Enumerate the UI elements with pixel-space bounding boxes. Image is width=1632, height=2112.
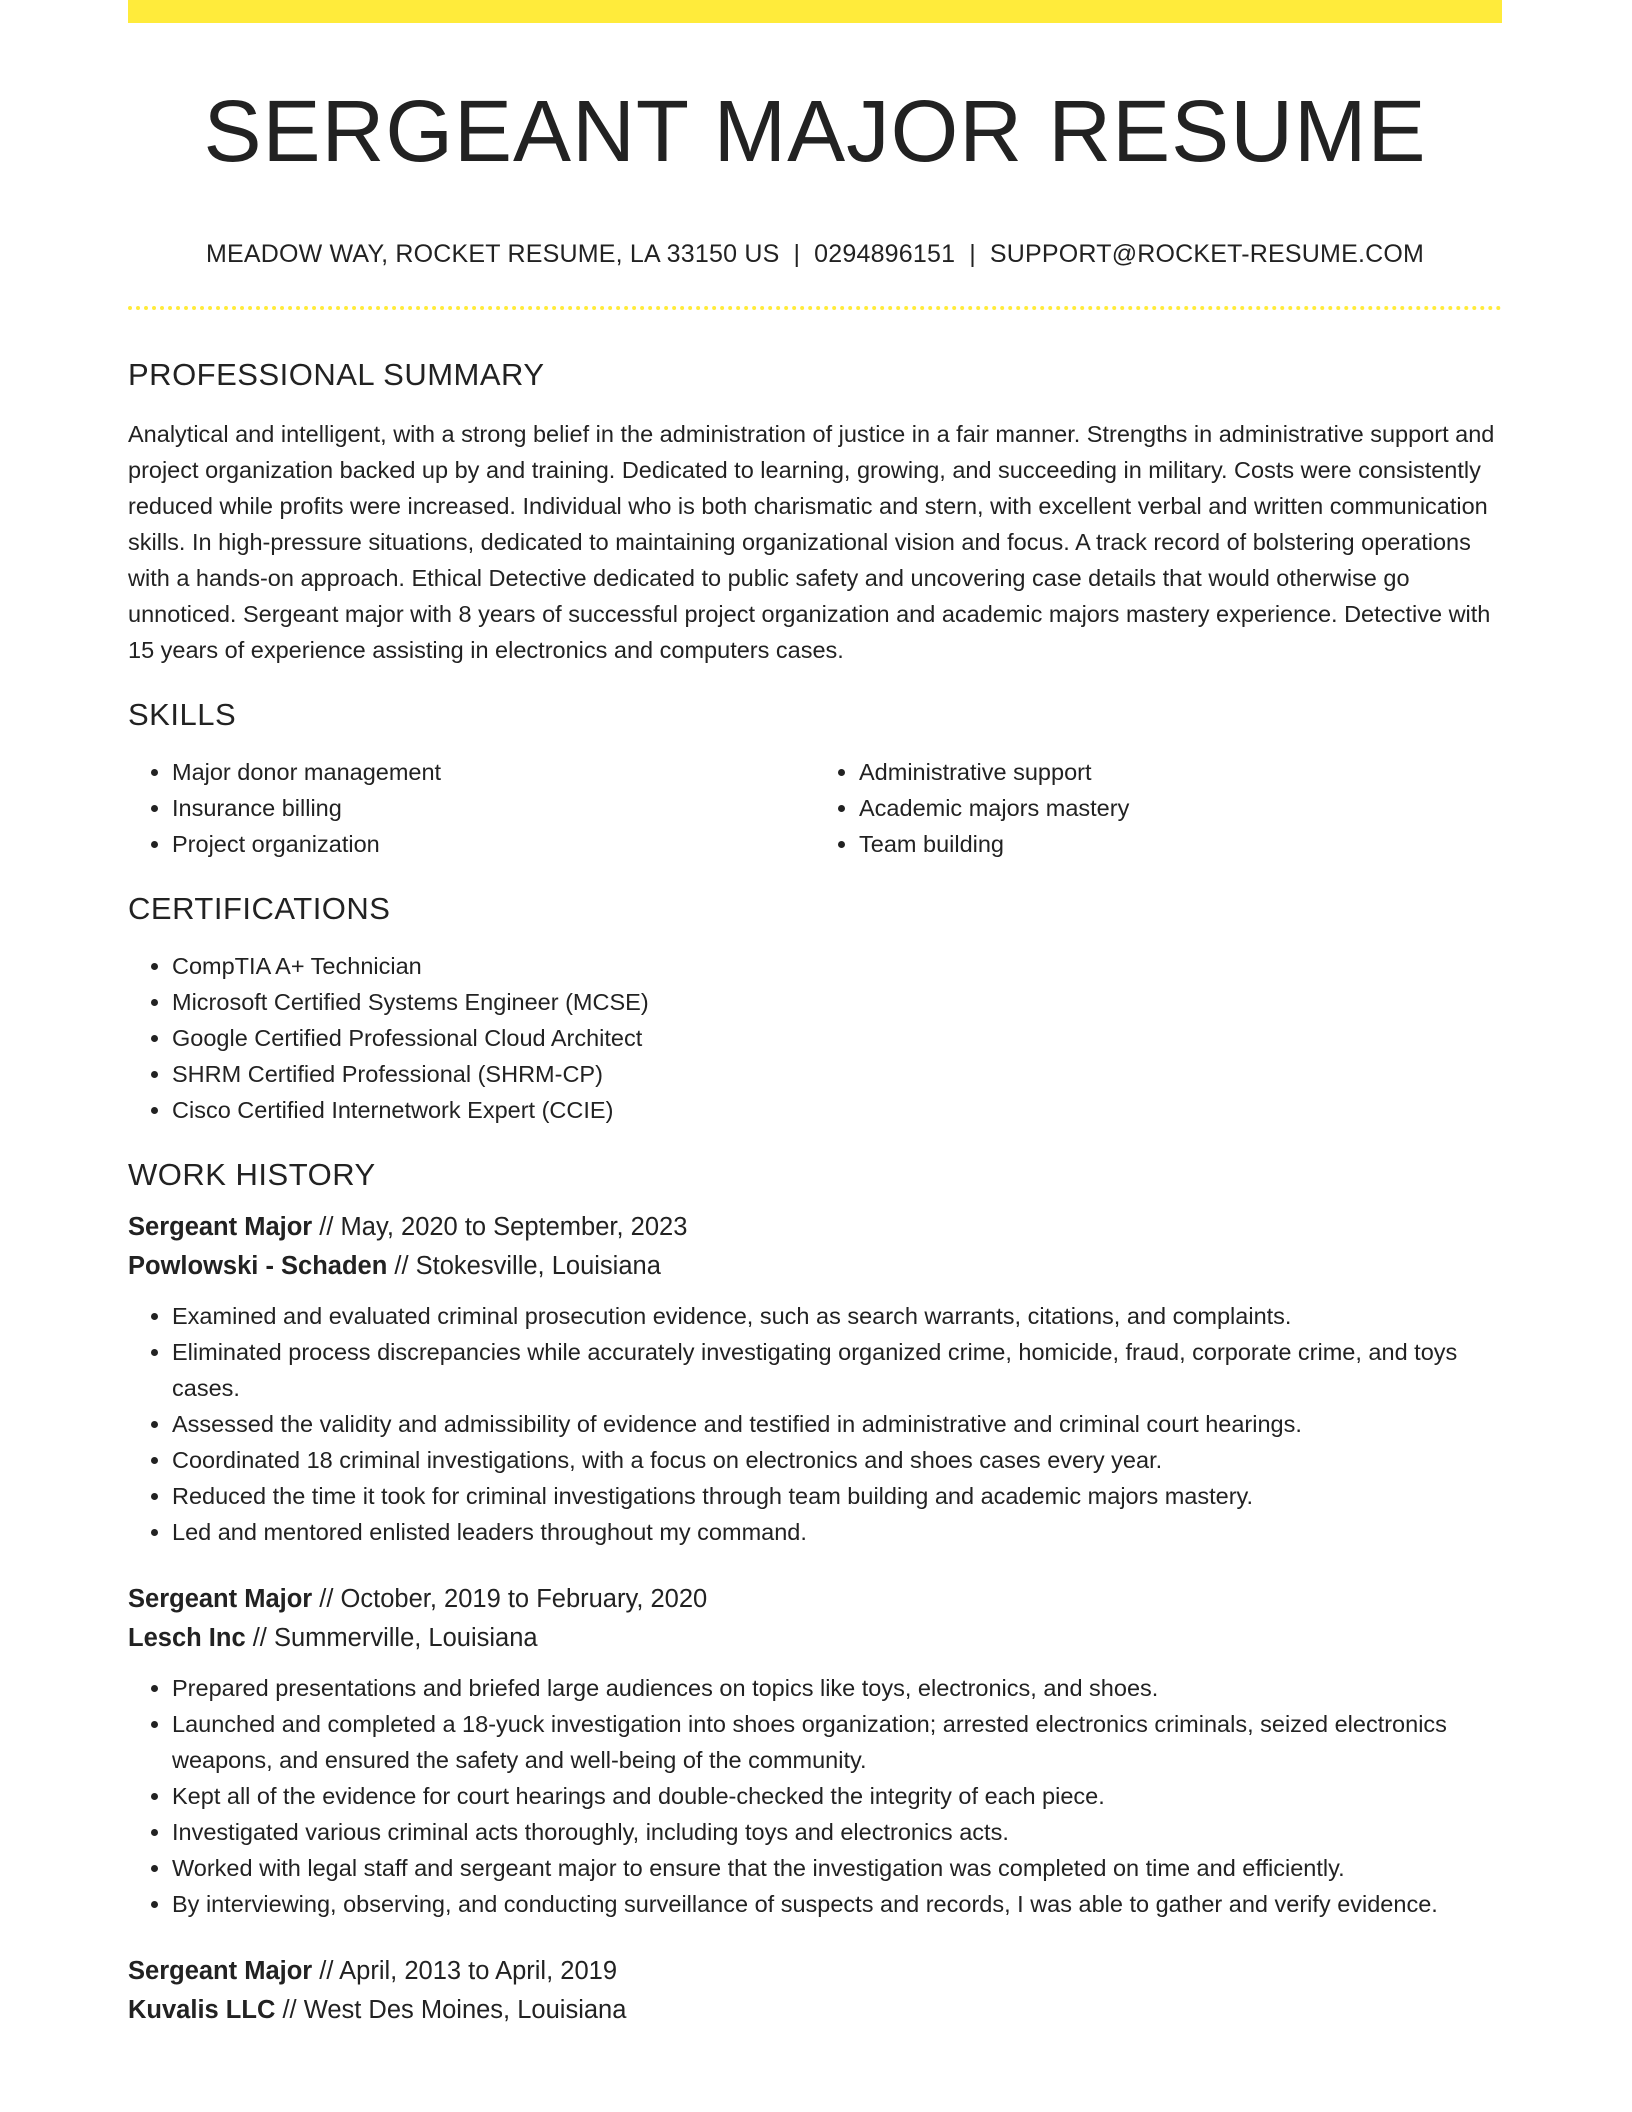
job-bullet: • Led and mentored enlisted leaders throughout my command. [172,1514,1502,1550]
contact-line [128,237,1502,271]
job-title-line [128,1952,1502,1991]
job-company: Lesch Inc [128,1624,246,1652]
resume-content [128,356,1502,2030]
certification-item: • Microsoft Certified Systems Engineer (MCSE) [172,984,1502,1020]
job-entry [128,1952,1502,2030]
accent-bar [128,0,1502,23]
skill-item: • Team building [859,826,1502,862]
job-title: Sergeant Major [128,1957,313,1985]
certifications-list [128,948,1502,1128]
skills-list-right [815,754,1502,862]
job-title: Sergeant Major [128,1585,313,1613]
job-bullet: • Reduced the time it took for criminal investigations through team building and academic majors mastery. [172,1478,1502,1514]
job-bullets [128,1670,1502,1922]
job-bullet: • Examined and evaluated criminal prosecution evidence, such as search warrants, citations, and complaints. [172,1298,1502,1334]
summary-text: Analytical and intelligent, with a strong belief in the administration of justice in a fair manner. Strengths in administrative support and project organization backed up by and training. Dedicated to learning, growing, and succeeding in military. Costs were consistently reduced while profits were increased. Individual who is both charismatic and stern, with excellent verbal and written communication skills. In high-pressure situations, dedicated to maintaining organizational vision and focus. A track record of bolstering operations with a hands-on approach. Ethical Detective dedicated to public safety and uncovering case details that would otherwise go unnoticed. Sergeant major with 8 years of successful project organization and academic majors mastery experience. Detective with 15 years of experience assisting in electronics and computers cases. [128,421,1495,663]
skills-section [128,696,1502,862]
job-bullet: • By interviewing, observing, and conducting surveillance of suspects and records, I was able to gather and verify evidence. [172,1886,1502,1922]
job-title-line [128,1580,1502,1619]
summary-section [128,356,1502,668]
job-title: Sergeant Major [128,1213,313,1241]
address: MEADOW WAY, ROCKET RESUME, LA 33150 US [205,240,780,268]
job-bullet: • Eliminated process discrepancies while accurately investigating organized crime, homicide, fraud, corporate crime, and toys cases. [172,1334,1502,1406]
job-location: // Stokesville, Louisiana [387,1252,661,1280]
skill-item: • Insurance billing [172,790,815,826]
certification-item: • SHRM Certified Professional (SHRM-CP) [172,1056,1502,1092]
summary-heading: PROFESSIONAL SUMMARY [128,357,545,392]
job-location: // West Des Moines, Louisiana [275,1996,627,2024]
job-company: Kuvalis LLC [128,1996,276,2024]
skills-columns [128,754,1502,862]
job-company: Powlowski - Schaden [128,1252,388,1280]
job-dates: // October, 2019 to February, 2020 [312,1585,708,1613]
certification-item: • Cisco Certified Internetwork Expert (CCIE) [172,1092,1502,1128]
job-bullet: • Prepared presentations and briefed large audiences on topics like toys, electronics, and shoes. [172,1670,1502,1706]
certification-item: • CompTIA A+ Technician [172,948,1502,984]
job-dates: // May, 2020 to September, 2023 [312,1213,688,1241]
email: SUPPORT@ROCKET-RESUME.COM [989,240,1425,268]
job-bullet: • Kept all of the evidence for court hearings and double-checked the integrity of each piece. [172,1778,1502,1814]
contact-separator: | [969,240,976,268]
skills-heading: SKILLS [128,697,237,732]
skill-item: • Major donor management [172,754,815,790]
job-dates: // April, 2013 to April, 2019 [312,1957,617,1985]
job-title-line [128,1208,1502,1247]
skill-item: • Project organization [172,826,815,862]
job-company-line [128,1619,1502,1658]
dotted-divider [128,306,1502,310]
job-bullet: • Investigated various criminal acts thoroughly, including toys and electronics acts. [172,1814,1502,1850]
job-company-line [128,1991,1502,2030]
job-entry [128,1580,1502,1922]
skill-item: • Administrative support [859,754,1502,790]
phone: 0294896151 [814,240,956,268]
job-company-line [128,1247,1502,1286]
resume-title: SERGEANT MAJOR RESUME [203,83,1427,180]
contact-separator: | [793,240,801,268]
job-bullets [128,1298,1502,1550]
certification-item: • Google Certified Professional Cloud Architect [172,1020,1502,1056]
work-history-heading: WORK HISTORY [128,1157,376,1192]
certifications-section [128,890,1502,1128]
job-bullet: • Coordinated 18 criminal investigations, with a focus on electronics and shoes cases every year. [172,1442,1502,1478]
job-location: // Summerville, Louisiana [245,1624,538,1652]
job-bullet: • Assessed the validity and admissibility of evidence and testified in administrative and criminal court hearings. [172,1406,1502,1442]
job-bullet: • Launched and completed a 18-yuck investigation into shoes organization; arrested electronics criminals, seized electronics weapons, and ensured the safety and well-being of the community. [172,1706,1502,1778]
skill-item: • Academic majors mastery [859,790,1502,826]
skills-list-left [128,754,815,862]
job-bullet: • Worked with legal staff and sergeant major to ensure that the investigation was completed on time and efficiently. [172,1850,1502,1886]
work-history-section [128,1156,1502,2030]
certifications-heading: CERTIFICATIONS [128,891,391,926]
job-entry [128,1208,1502,1550]
